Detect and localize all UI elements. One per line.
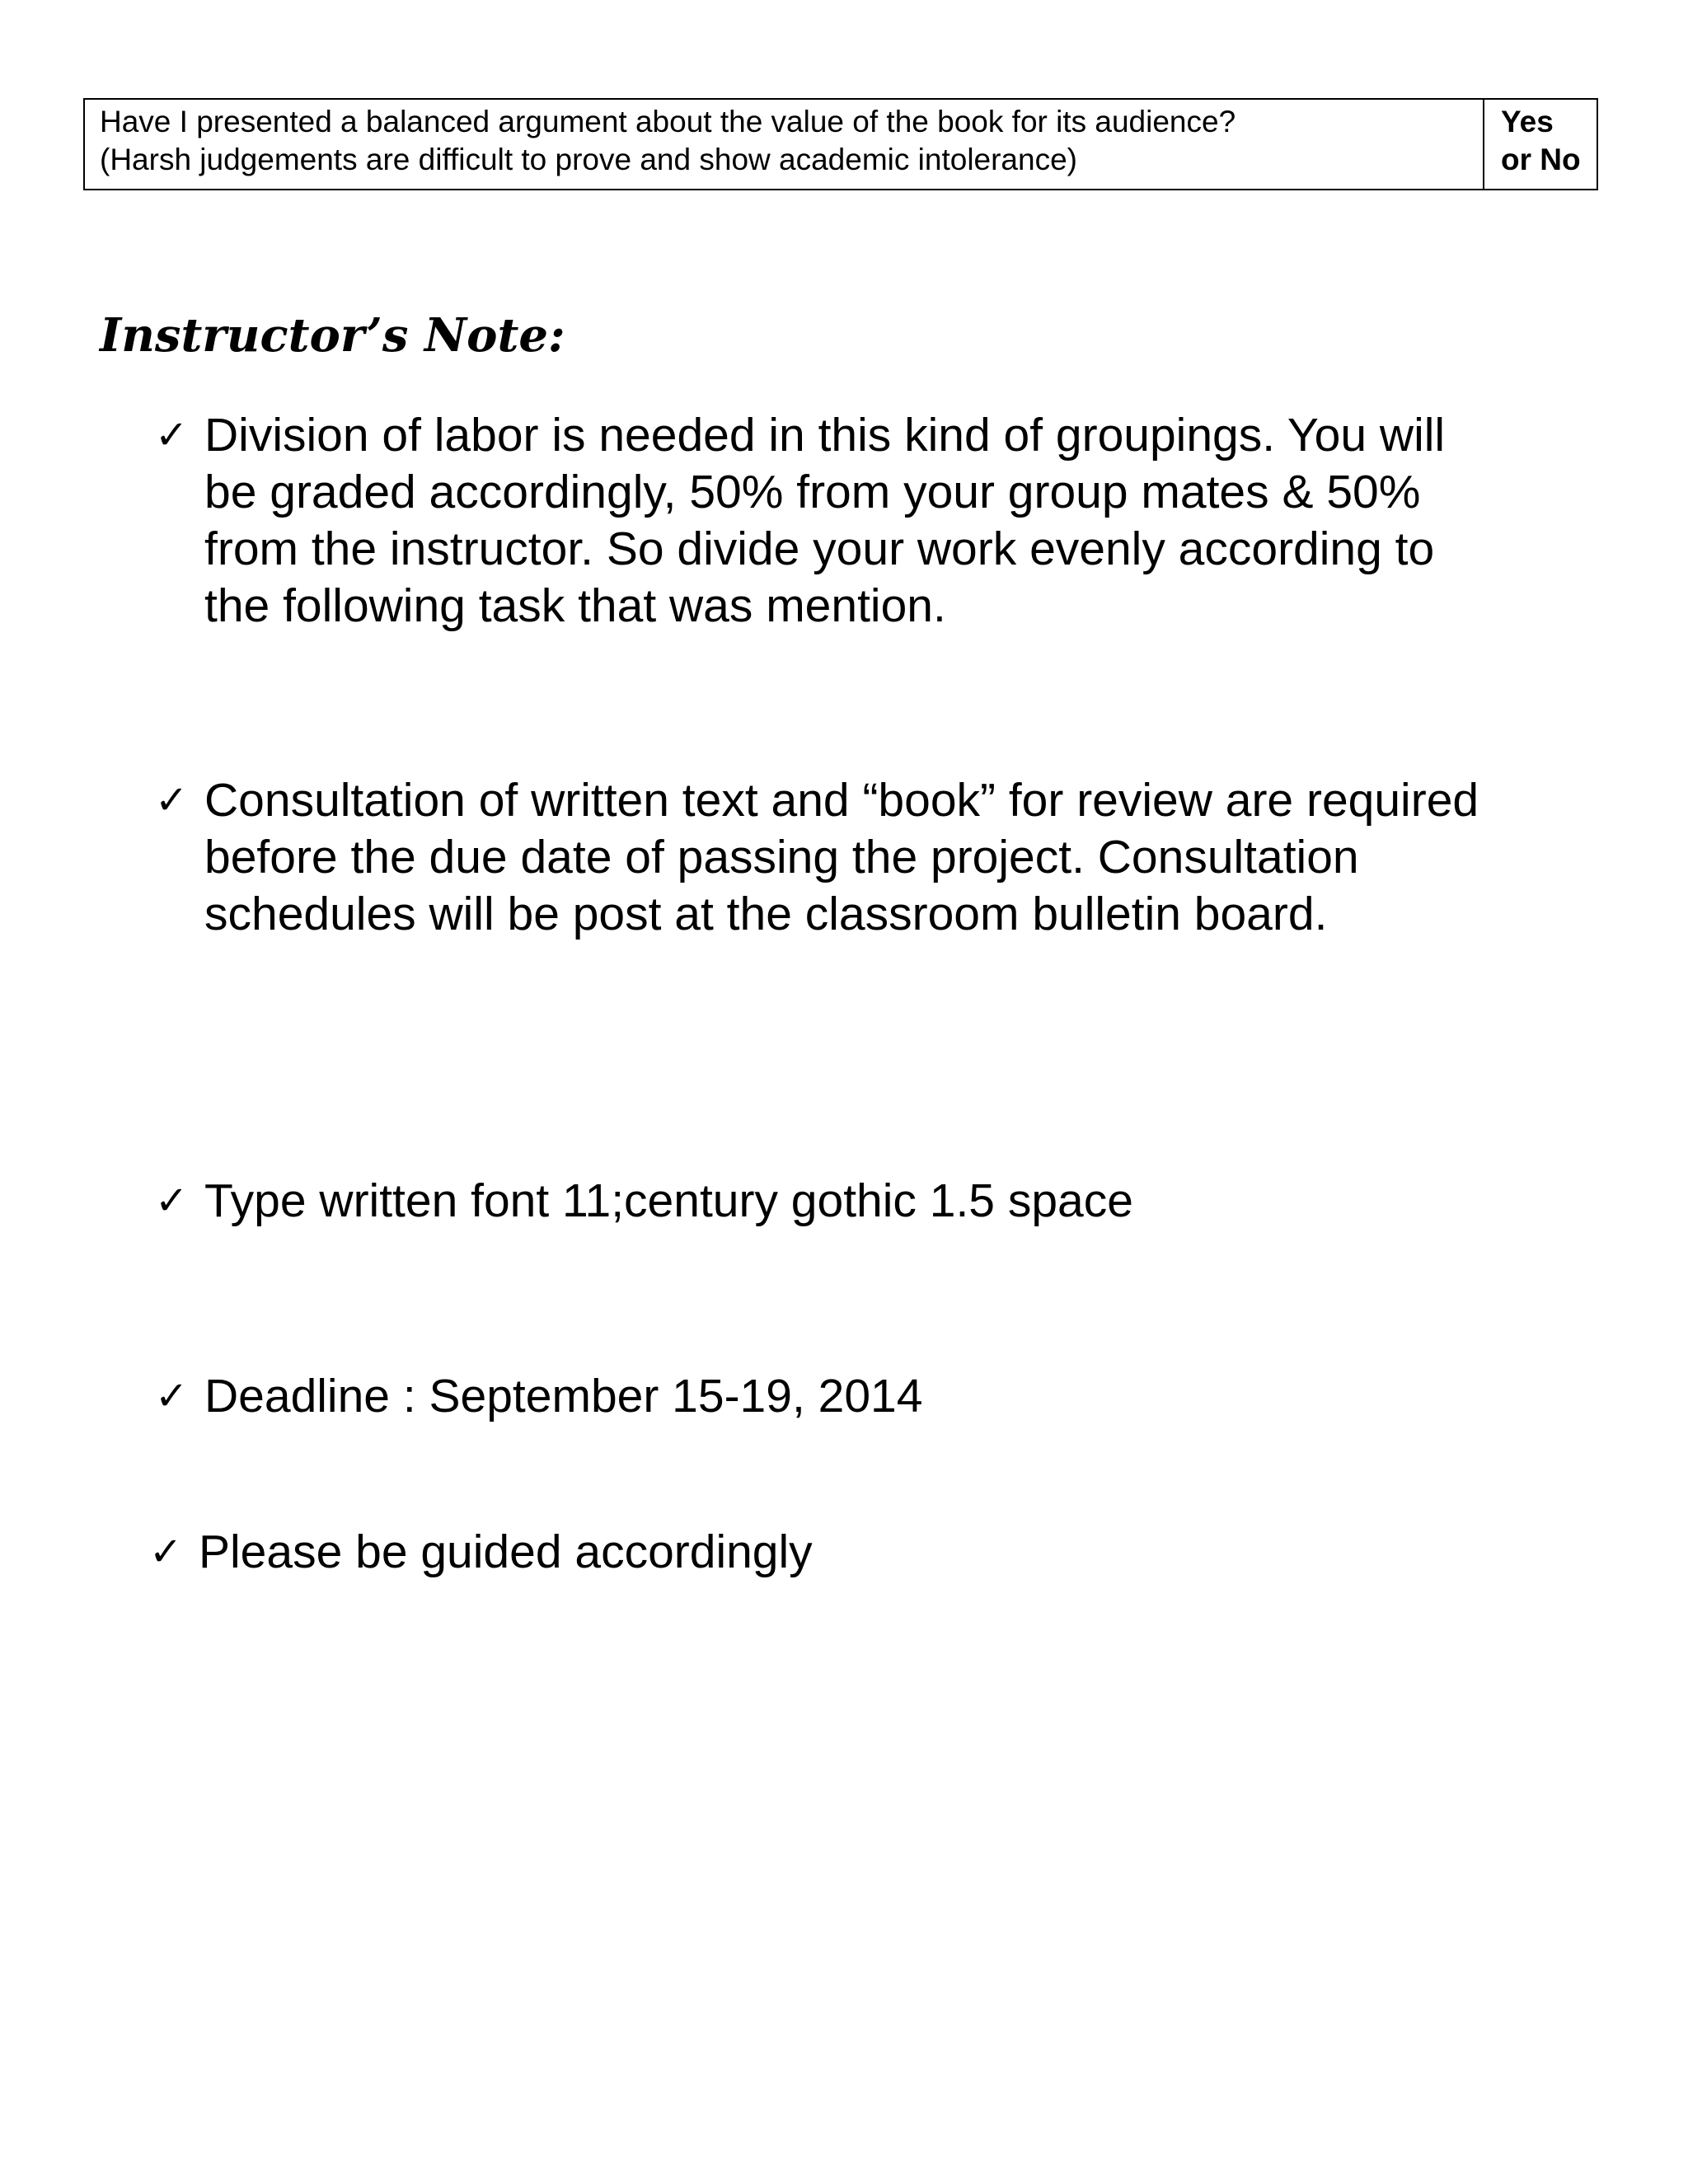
checkmark-icon: ✓ <box>155 777 189 823</box>
note-item-text <box>204 407 1573 635</box>
checklist-question-cell <box>84 99 1484 190</box>
note-item-division-of-labor <box>155 407 1573 635</box>
note-line: Please be guided accordingly <box>199 1526 813 1578</box>
note-line: from the instructor. So divide your work evenly according to <box>204 523 1435 575</box>
note-line: Consultation of written text and “book” for review are required <box>204 774 1479 827</box>
note-line: Deadline : September 15-19, 2014 <box>204 1370 923 1422</box>
note-line: schedules will be post at the classroom bulletin board. <box>204 888 1328 940</box>
note-line: be graded accordingly, 50% from your group mates & 50% <box>204 466 1421 518</box>
note-item-deadline <box>155 1368 1573 1425</box>
checklist-answer-cell: Yes or No <box>1484 99 1597 190</box>
note-item-guidance <box>149 1524 1567 1581</box>
checkmark-icon: ✓ <box>155 412 189 458</box>
checkmark-icon: ✓ <box>149 1529 183 1575</box>
checklist-question-note: (Harsh judgements are difficult to prove and show academic intolerance) <box>100 143 1077 176</box>
note-item-text <box>204 772 1573 943</box>
table-row <box>84 99 1597 190</box>
instructor-note-heading: Instructor’s Note: <box>100 308 565 363</box>
checklist-question-line: Have I presented a balanced argument about the value of the book for its audience? <box>100 105 1236 138</box>
note-line: Division of labor is needed in this kind of groupings. You will <box>204 409 1446 462</box>
checkmark-icon: ✓ <box>155 1178 189 1224</box>
note-line: Type written font 11;century gothic 1.5 space <box>204 1174 1133 1227</box>
note-item-text <box>199 1524 1567 1581</box>
note-item-consultation <box>155 772 1573 943</box>
note-item-text <box>204 1368 1573 1425</box>
note-item-text <box>204 1173 1573 1230</box>
note-item-format <box>155 1173 1573 1230</box>
checkmark-icon: ✓ <box>155 1373 189 1419</box>
note-line: before the due date of passing the project. Consultation <box>204 831 1359 883</box>
review-checklist-table <box>83 98 1598 190</box>
note-line: the following task that was mention. <box>204 579 946 632</box>
